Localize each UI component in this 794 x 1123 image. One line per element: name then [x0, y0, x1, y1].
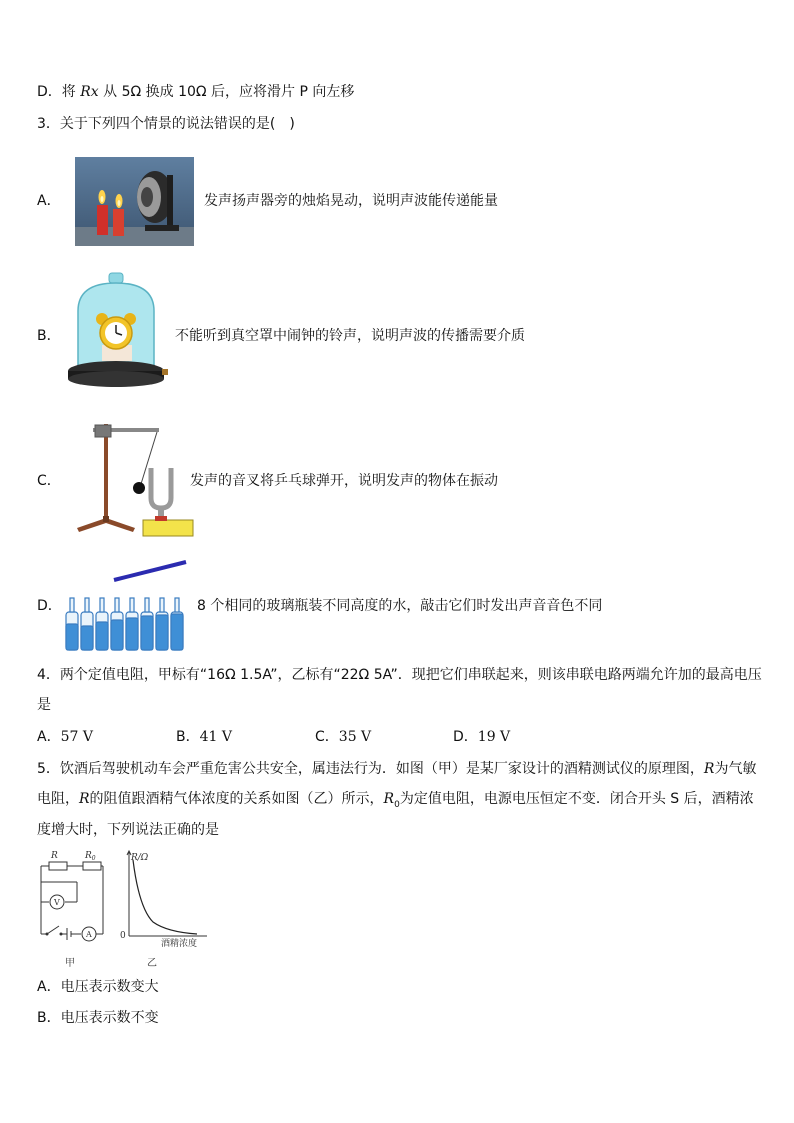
q5-option-a [37, 977, 159, 997]
q5-line2-a: 电阻， [37, 791, 79, 807]
q3-option-b-label: B． [37, 328, 61, 344]
graph-origin: 0 [120, 931, 126, 941]
q5-line2-sub: 0 [394, 799, 400, 810]
q3-option-b-text: 不能听到真空罩中闹钟的铃声，说明声波的传播需要介质 [175, 328, 525, 344]
label-yi: 乙 [147, 958, 157, 969]
circuit-label-R0-main: R [85, 851, 92, 861]
q5-stem-line3: 度增大时，下列说法正确的是 [37, 822, 219, 838]
q5-option-b [37, 1008, 159, 1028]
circuit-label-R0 [84, 851, 96, 862]
q4-stem-line1: 4．两个定值电阻，甲标有“16Ω 1.5A”，乙标有“22Ω 5A”．现把它们串联起来，则该串联电路两端允许加的最高电压 [37, 667, 762, 683]
q5-stem-line1 [37, 759, 757, 779]
q4-choice-d [453, 727, 510, 747]
graph-ylabel: R/Ω [131, 853, 149, 863]
q4-choice-c [315, 727, 371, 747]
q4-choice-b-text: 41 V [199, 729, 232, 745]
q4-choice-a [37, 727, 93, 747]
q5-option-a-label: A． [37, 979, 61, 995]
q5-line2-var: R [79, 791, 90, 807]
q4-choice-b [176, 727, 232, 747]
q4-stem-line2: 是 [37, 697, 51, 713]
q5-line2-c: 为定值电阻，电源电压恒定不变．闭合开头 S 后，酒精浓 [399, 791, 754, 807]
q3-option-a-label: A． [37, 193, 61, 209]
label-jia: 甲 [65, 958, 75, 969]
q5-line1-a: 5．饮酒后驾驶机动车会严重危害公共安全，属违法行为．如图（甲）是某厂家设计的酒精测试仪的原理图， [37, 761, 704, 777]
q3-option-c-text: 发声的音叉将乒乓球弹开，说明发声的物体在振动 [190, 473, 498, 489]
q4-choice-c-label: C． [315, 729, 339, 745]
glass-bottles-image [62, 558, 190, 654]
q4-choice-a-label: A． [37, 729, 61, 745]
q3-option-d-text: 8 个相同的玻璃瓶装不同高度的水，敲击它们时发出声音音色不同 [197, 598, 603, 614]
q2-option-d [37, 82, 354, 102]
q5-line2-b: 的阻值跟酒精气体浓度的关系如图（乙）所示， [89, 791, 384, 807]
voltmeter-label: V [54, 898, 60, 907]
q5-stem-line2 [37, 789, 757, 815]
q5-circuit-and-graph-figure [37, 846, 217, 970]
circuit-label-R0-sub: 0 [91, 855, 96, 862]
q3-option-d-label: D． [37, 598, 62, 614]
q2-option-d-var: Rx [80, 84, 99, 100]
circuit-label-R: R [51, 851, 58, 861]
tuning-fork-pingpong-image [73, 420, 195, 540]
q4-choice-d-text: 19 V [477, 729, 511, 745]
q3-stem: 3．关于下列四个情景的说法错误的是( ) [37, 116, 295, 132]
q3-option-c-label: C． [37, 473, 61, 489]
q2-option-d-label: D．将 [37, 84, 76, 100]
bell-jar-alarm-clock-image [66, 271, 170, 389]
q4-choice-d-label: D． [453, 729, 478, 745]
q4-choice-c-text: 35 V [338, 729, 372, 745]
speaker-candle-image [75, 157, 194, 246]
q4-choice-a-text: 57 V [60, 729, 93, 745]
q5-line1-var: R [703, 761, 715, 777]
ammeter-label: A [86, 930, 92, 939]
graph-xlabel: 酒精浓度 [161, 939, 198, 949]
q5-option-a-text: 电压表示数变大 [60, 979, 159, 995]
q5-option-b-label: B． [37, 1010, 61, 1026]
q4-choice-b-label: B． [176, 729, 200, 745]
q2-option-d-text: 从 5Ω 换成 10Ω 后，应将滑片 P 向左移 [103, 84, 355, 100]
q3-option-a-text: 发声扬声器旁的烛焰晃动，说明声波能传递能量 [204, 193, 498, 209]
q5-line1-b: 为气敏 [714, 761, 757, 777]
q5-option-b-text: 电压表示数不变 [60, 1010, 159, 1026]
q5-line2-var2: R [383, 791, 395, 807]
